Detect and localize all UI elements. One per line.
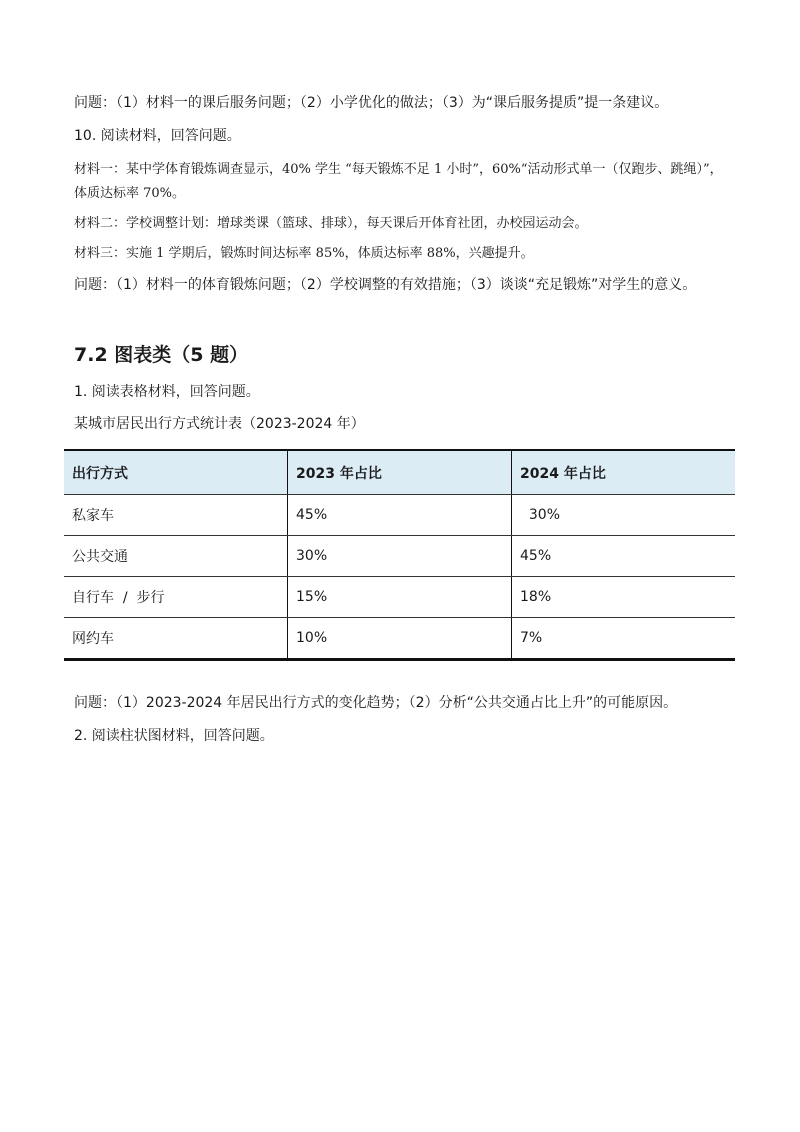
table-cell-mode: 自行车 / 步行 <box>64 577 288 618</box>
table-header-row <box>64 450 735 495</box>
table-cell-2024: 7% <box>520 630 543 646</box>
section-heading: 7.2 图表类（5 题） <box>74 344 249 366</box>
item1-question-text: 问题：（1）2023-2024 年居民出行方式的变化趋势；（2）分析“公共交通占比上升”的可能原因。 <box>74 695 678 711</box>
table-row <box>64 618 735 660</box>
table-cell-2023: 30% <box>288 536 512 577</box>
table-cell-mode: 公共交通 <box>64 536 288 577</box>
item1-intro-text: 1. 阅读表格材料，回答问题。 <box>74 384 260 400</box>
table-cell-2024: 45% <box>512 536 736 577</box>
table-row <box>64 536 735 577</box>
table-cell-2023: 45% <box>288 495 512 536</box>
column-header-2024: 2024 年占比 <box>512 450 736 495</box>
table-cell-2024: 18% <box>512 577 736 618</box>
table-cell-2023: 15% <box>288 577 512 618</box>
table-cell-2024: 30% <box>512 495 736 536</box>
table-title: 某城市居民出行方式统计表（2023-2024 年） <box>74 416 365 432</box>
q10-material-1: 材料一：某中学体育锻炼调查显示，40% 学生 “每天锻炼不足 1 小时”，60%“活动形式单一（仅跑步、跳绳）”，体质达标率 70%。 <box>74 162 723 201</box>
q10-question-text: 问题：（1）材料一的体育锻炼问题；（2）学校调整的有效措施；（3）谈谈“充足锻炼”对学生的意义。 <box>74 277 697 293</box>
q10-material-2: 材料二：学校调整计划：增球类课（篮球、排球），每天课后开体育社团，办校园运动会。 <box>74 216 588 231</box>
table-cell-mode: 私家车 <box>64 495 288 536</box>
column-header-mode: 出行方式 <box>64 450 288 495</box>
table-cell-mode: 网约车 <box>64 618 288 660</box>
q10-material-3: 材料三：实施 1 学期后，锻炼时间达标率 85%，体质达标率 88%，兴趣提升。 <box>74 246 534 261</box>
q10-intro-text: 10. 阅读材料，回答问题。 <box>74 128 241 144</box>
table-cell-2023: 10% <box>288 618 512 660</box>
table-row <box>64 495 735 536</box>
item2-intro-text: 2. 阅读柱状图材料，回答问题。 <box>74 728 274 744</box>
q9-question-text: 问题：（1）材料一的课后服务问题；（2）小学优化的做法；（3）为“课后服务提质”提一条建议。 <box>74 95 669 111</box>
travel-mode-table <box>64 449 735 661</box>
table-row <box>64 577 735 618</box>
column-header-2023: 2023 年占比 <box>288 450 512 495</box>
